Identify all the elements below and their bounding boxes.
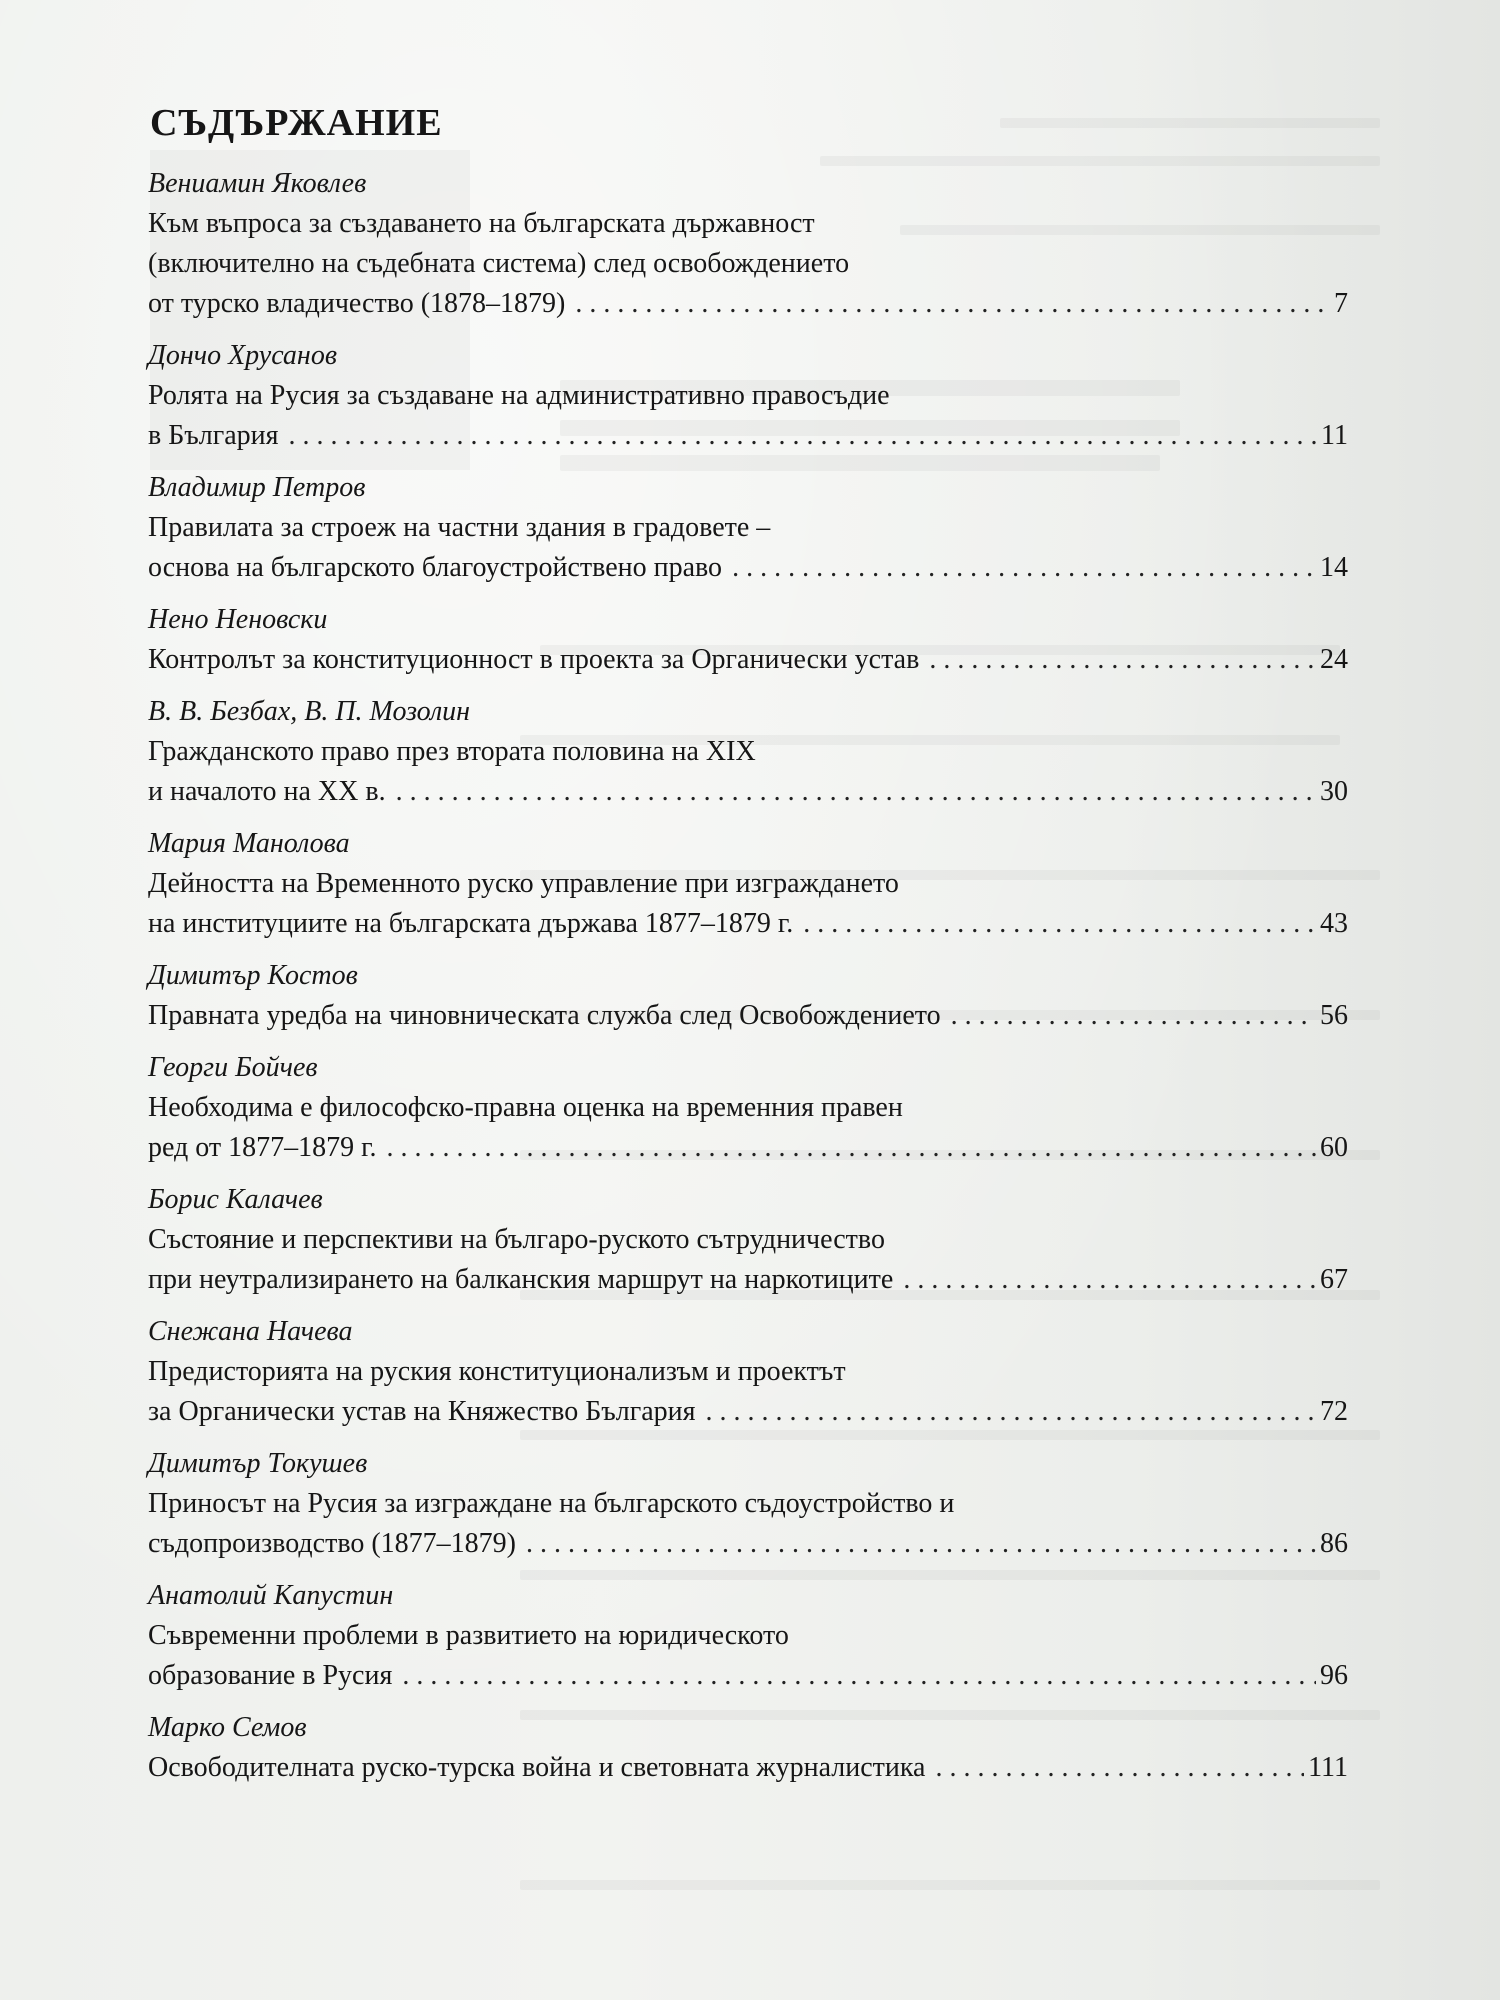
toc-entry[interactable] xyxy=(148,956,1348,1036)
dot-leader xyxy=(935,1748,1304,1788)
dot-leader xyxy=(803,904,1316,944)
toc-heading: СЪДЪРЖАНИЕ xyxy=(150,102,443,144)
toc-entry-last-line xyxy=(148,904,1348,944)
toc-entries xyxy=(148,164,1348,1788)
toc-entry-last-line xyxy=(148,1260,1348,1300)
toc-entry-page-number: 72 xyxy=(1320,1396,1348,1427)
toc-entry-page-number: 67 xyxy=(1320,1264,1348,1295)
toc-entry-last-line xyxy=(148,640,1348,680)
toc-entry-title-line: основа на българското благоустройствено право xyxy=(148,552,723,583)
toc-entry[interactable] xyxy=(148,1708,1348,1788)
toc-entry-title-line: за Органически устав на Княжество България xyxy=(148,1396,696,1427)
toc-entry-page-number: 60 xyxy=(1320,1132,1348,1163)
toc-entry-author: Нено Неновски xyxy=(148,604,328,635)
toc-entry-author: Вениамин Яковлев xyxy=(148,168,367,199)
toc-entry-title-line: съдопроизводство (1877–1879) xyxy=(148,1528,516,1559)
toc-entry-last-line xyxy=(148,1524,1348,1564)
toc-entry-title-line: Към въпроса за създаването на българската държавност xyxy=(148,208,815,239)
toc-entry-page-number: 43 xyxy=(1320,908,1348,939)
toc-entry-page-number: 24 xyxy=(1320,644,1348,675)
toc-entry-title-line: Контролът за конституционност в проекта за Органически устав xyxy=(148,644,920,675)
toc-entry[interactable] xyxy=(148,468,1348,588)
toc-entry-title-line: Ролята на Русия за създаване на административно правосъдие xyxy=(148,380,890,411)
dot-leader xyxy=(289,416,1318,456)
toc-entry-title-line: на институциите на българската държава 1877–1879 г. xyxy=(148,908,794,939)
dot-leader xyxy=(929,640,1316,680)
toc-entry-last-line xyxy=(148,996,1348,1036)
toc-entry-last-line xyxy=(148,1656,1348,1696)
toc-entry-author: В. В. Безбах, В. П. Мозолин xyxy=(148,696,471,727)
toc-entry-title-line: (включително на съдебната система) след освобождението xyxy=(148,248,850,279)
toc-entry-title-line: Състояние и перспективи на българо-руското сътрудничество xyxy=(148,1224,885,1255)
dot-leader xyxy=(575,284,1330,324)
dot-leader xyxy=(387,1128,1317,1168)
toc-entry-title-line: от турско владичество (1878–1879) xyxy=(148,288,566,319)
toc-entry-title-line: Необходима е философско-правна оценка на временния правен xyxy=(148,1092,903,1123)
toc-entry-title-line: ред от 1877–1879 г. xyxy=(148,1132,377,1163)
toc-entry-author: Анатолий Капустин xyxy=(148,1580,394,1611)
toc-entry-page-number: 7 xyxy=(1334,288,1348,319)
toc-entry-author: Мария Манолова xyxy=(148,828,350,859)
toc-entry-page-number: 111 xyxy=(1308,1752,1348,1783)
toc-entry[interactable] xyxy=(148,1180,1348,1300)
toc-entry-title-line: Гражданското право през втората половина на XIX xyxy=(148,736,756,767)
dot-leader xyxy=(732,548,1316,588)
toc-entry-page-number: 86 xyxy=(1320,1528,1348,1559)
toc-entry-title-line: в България xyxy=(148,420,279,451)
toc-entry-author: Борис Калачев xyxy=(148,1184,323,1215)
toc-entry-last-line xyxy=(148,284,1348,324)
dot-leader xyxy=(951,996,1316,1036)
toc-entry-author: Димитър Токушев xyxy=(148,1448,368,1479)
bleed-through-line xyxy=(520,1880,1380,1890)
toc-entry-page-number: 14 xyxy=(1320,552,1348,583)
toc-entry-page-number: 11 xyxy=(1321,420,1348,451)
toc-entry-author: Снежана Начева xyxy=(148,1316,353,1347)
toc-entry-author: Георги Бойчев xyxy=(148,1052,318,1083)
toc-entry-author: Димитър Костов xyxy=(148,960,358,991)
toc-entry-title-line: Правната уредба на чиновническата служба след Освобождението xyxy=(148,1000,941,1031)
toc-entry-last-line xyxy=(148,1748,1348,1788)
toc-entry[interactable] xyxy=(148,824,1348,944)
toc-entry-page-number: 56 xyxy=(1320,1000,1348,1031)
toc-entry-last-line xyxy=(148,772,1348,812)
toc-entry-last-line xyxy=(148,548,1348,588)
toc-entry-last-line xyxy=(148,416,1348,456)
toc-entry-title-line: и началото на XX в. xyxy=(148,776,386,807)
toc-entry-title-line: при неутрализирането на балканския маршрут на наркотиците xyxy=(148,1264,894,1295)
toc-entry[interactable] xyxy=(148,1576,1348,1696)
toc-entry-last-line xyxy=(148,1392,1348,1432)
toc-entry[interactable] xyxy=(148,164,1348,324)
toc-entry[interactable] xyxy=(148,1048,1348,1168)
toc-entry-page-number: 96 xyxy=(1320,1660,1348,1691)
toc-entry-title-line: Съвременни проблеми в развитието на юридическото xyxy=(148,1620,789,1651)
toc-entry-title-line: Освободителната руско-турска война и световната журналистика xyxy=(148,1752,926,1783)
toc-entry-title-line: образование в Русия xyxy=(148,1660,393,1691)
dot-leader xyxy=(396,772,1316,812)
toc-entry[interactable] xyxy=(148,336,1348,456)
toc-entry-page-number: 30 xyxy=(1320,776,1348,807)
toc-entry[interactable] xyxy=(148,600,1348,680)
toc-entry-title-line: Приносът на Русия за изграждане на българското съдоустройство и xyxy=(148,1488,955,1519)
toc-entry-title-line: Дейността на Временното руско управление при изграждането xyxy=(148,868,899,899)
toc-entry[interactable] xyxy=(148,1444,1348,1564)
toc-entry-title-line: Правилата за строеж на частни здания в градовете – xyxy=(148,512,771,543)
dot-leader xyxy=(526,1524,1316,1564)
toc-entry-last-line xyxy=(148,1128,1348,1168)
toc-entry-author: Марко Семов xyxy=(148,1712,307,1743)
table-of-contents xyxy=(148,100,1348,1800)
toc-entry-author: Дончо Хрусанов xyxy=(148,340,337,371)
toc-entry-title-line: Предисторията на руския конституционализъм и проектът xyxy=(148,1356,846,1387)
dot-leader xyxy=(903,1260,1316,1300)
dot-leader xyxy=(402,1656,1316,1696)
toc-entry[interactable] xyxy=(148,692,1348,812)
dot-leader xyxy=(706,1392,1316,1432)
toc-entry[interactable] xyxy=(148,1312,1348,1432)
toc-entry-author: Владимир Петров xyxy=(148,472,366,503)
